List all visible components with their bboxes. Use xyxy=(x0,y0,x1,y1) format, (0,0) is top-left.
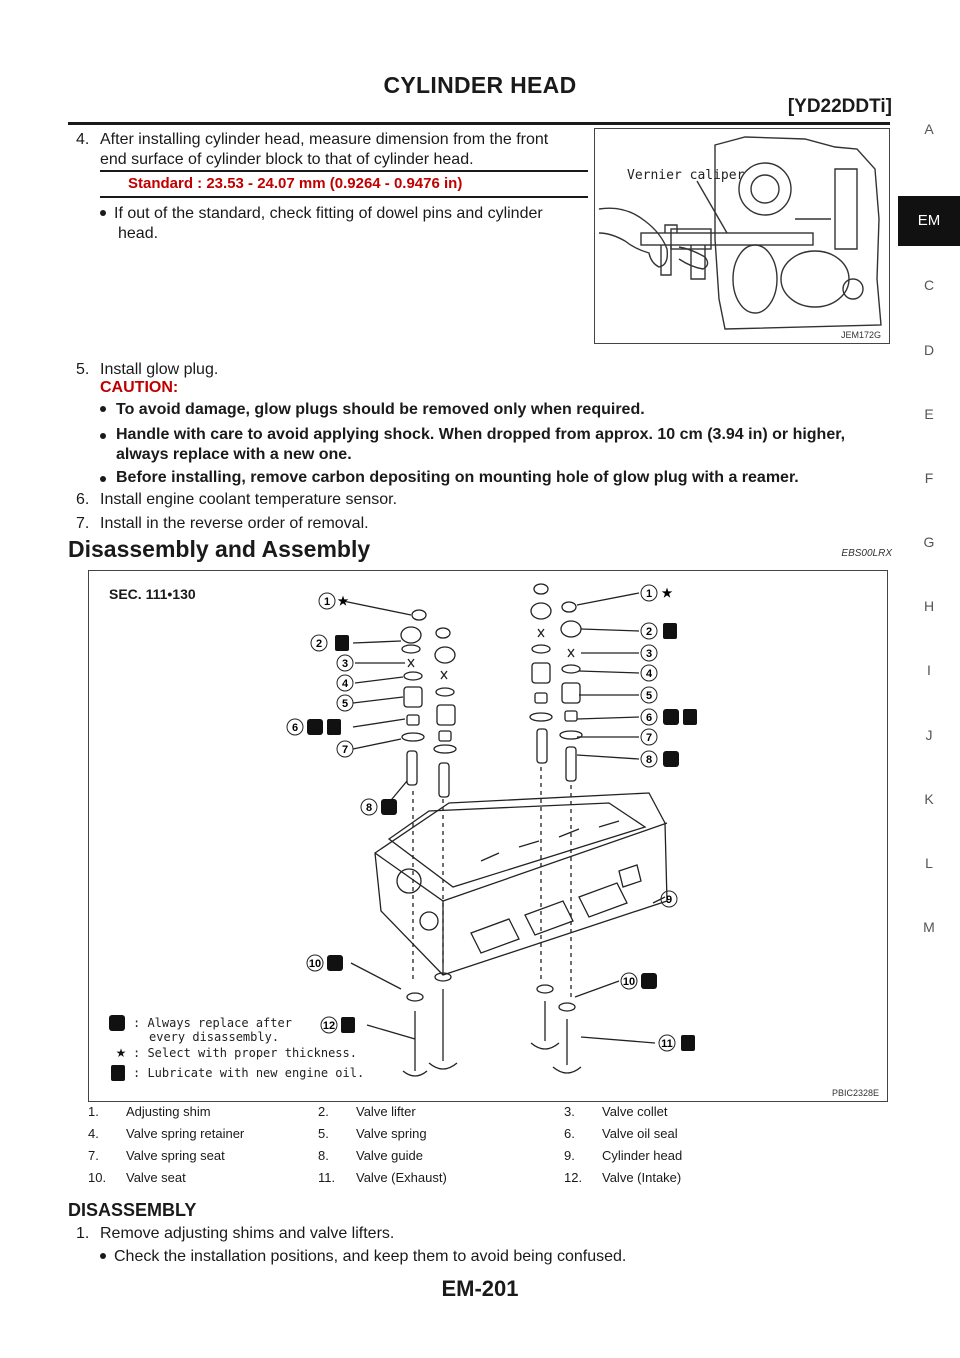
dis-step-1-number: 1. xyxy=(76,1225,90,1242)
svg-text:★: ★ xyxy=(661,586,673,600)
table-cell: 7. Valve spring seat xyxy=(88,1148,225,1163)
disassembly-heading: DISASSEMBLY xyxy=(68,1200,197,1220)
tab-c[interactable]: C xyxy=(923,277,935,293)
section-code: EBS00LRX xyxy=(841,548,892,559)
table-cell: 4. Valve spring retainer xyxy=(88,1126,245,1141)
cylinder-head-exploded-figure xyxy=(88,570,888,1102)
oil-icon xyxy=(681,1035,695,1051)
tab-d[interactable]: D xyxy=(923,342,935,358)
callout-10-right: 10 xyxy=(622,976,636,988)
table-cell: 1. Adjusting shim xyxy=(88,1104,211,1119)
standard-spec: Standard : 23.53 - 24.07 mm (0.9264 - 0.9476 in) xyxy=(100,170,588,198)
page-number: EM-201 xyxy=(441,1276,519,1301)
caliper-label: Vernier caliper xyxy=(627,168,745,183)
step-4-line1: After installing cylinder head, measure dimension from the front xyxy=(100,131,549,148)
table-cell: 10. Valve seat xyxy=(88,1170,186,1185)
step-4-bullet xyxy=(100,204,543,224)
table-cell: 3. Valve collet xyxy=(564,1104,668,1119)
caution-item-2-text: Handle with care to avoid applying shock. When dropped from approx. 10 cm (3.94 in) or higher, xyxy=(116,426,846,443)
step-6-text: Install engine coolant temperature sensor. xyxy=(100,491,398,508)
callout-4-right: 4 xyxy=(645,668,653,680)
dis-bullet xyxy=(100,1247,626,1267)
oil-icon xyxy=(663,623,677,639)
tab-e[interactable]: E xyxy=(924,406,934,422)
callout-8-left: 8 xyxy=(365,802,373,814)
callout-1-right: 1 xyxy=(645,588,653,600)
replace-icon xyxy=(641,973,657,989)
tab-k[interactable]: K xyxy=(924,791,934,807)
star-icon: ★ xyxy=(115,1046,127,1060)
callout-7-right: 7 xyxy=(645,732,653,744)
page-title: CYLINDER HEAD xyxy=(383,72,577,98)
table-cell: 8. Valve guide xyxy=(318,1148,423,1163)
replace-icon xyxy=(663,709,679,725)
tab-l[interactable]: L xyxy=(925,855,933,871)
oil-icon xyxy=(341,1017,355,1033)
legend-oil: : Lubricate with new engine oil. xyxy=(133,1066,365,1080)
replace-icon xyxy=(307,719,323,735)
replace-icon xyxy=(381,799,397,815)
table-row xyxy=(88,1104,888,1126)
section-tabs xyxy=(898,0,960,1358)
replace-icon xyxy=(109,1015,125,1031)
tab-g[interactable]: G xyxy=(923,534,935,550)
tab-em[interactable]: EM xyxy=(898,196,960,246)
tab-j[interactable]: J xyxy=(925,727,933,743)
caution-item-2-cont: always replace with a new one. xyxy=(116,446,352,463)
dis-bullet-text: Check the installation positions, and keep them to avoid being confused. xyxy=(114,1248,627,1265)
callout-3-left: 3 xyxy=(341,658,349,670)
table-cell: 9. Cylinder head xyxy=(564,1148,683,1163)
step-5-text: Install glow plug. xyxy=(100,361,219,378)
tab-f[interactable]: F xyxy=(924,470,934,486)
callout-6-left: 6 xyxy=(291,722,299,734)
exploded-view-illustration xyxy=(89,571,887,1101)
legend-replace-line2: every disassembly. xyxy=(149,1030,280,1044)
caution-item-1-text: To avoid damage, glow plugs should be removed only when required. xyxy=(116,401,645,418)
callout-4-left: 4 xyxy=(341,678,349,690)
callout-12: 12 xyxy=(322,1020,336,1032)
bullet-dot xyxy=(100,1253,106,1259)
caution-item-2 xyxy=(100,425,106,445)
callout-10-left: 10 xyxy=(308,958,322,970)
legend-replace-line1: : Always replace after xyxy=(133,1016,292,1030)
table-row xyxy=(88,1126,888,1148)
callout-9: 9 xyxy=(665,894,673,906)
table-cell: 2. Valve lifter xyxy=(318,1104,416,1119)
table-row xyxy=(88,1148,888,1170)
parts-list-table xyxy=(88,1104,888,1192)
callout-3-right: 3 xyxy=(645,648,653,660)
caution-item-3 xyxy=(100,468,106,488)
bullet-dot xyxy=(100,476,106,482)
step-5-number: 5. xyxy=(76,361,90,378)
callout-5-right: 5 xyxy=(645,690,653,702)
step-4-line2: end surface of cylinder block to that of cylinder head. xyxy=(100,151,474,168)
caliper-illustration xyxy=(595,129,889,343)
replace-icon xyxy=(663,751,679,767)
bullet-dot xyxy=(100,210,106,216)
table-cell: 6. Valve oil seal xyxy=(564,1126,678,1141)
callout-11: 11 xyxy=(661,1038,673,1050)
tab-a[interactable]: A xyxy=(924,121,934,137)
figure-code: JEM172G xyxy=(840,330,881,340)
oil-icon xyxy=(335,635,349,651)
engine-code: [YD22DDTi] xyxy=(787,96,892,117)
dis-step-1-text: Remove adjusting shims and valve lifters. xyxy=(100,1225,395,1242)
step-4-number: 4. xyxy=(76,131,90,148)
callout-8-right: 8 xyxy=(645,754,653,766)
oil-icon xyxy=(327,719,341,735)
figure-code: PBIC2328E xyxy=(831,1088,879,1098)
table-cell: 5. Valve spring xyxy=(318,1126,427,1141)
callout-2-left: 2 xyxy=(315,638,323,650)
step-7-number: 7. xyxy=(76,515,90,532)
callout-7-left: 7 xyxy=(341,744,349,756)
callout-6-right: 6 xyxy=(645,712,653,724)
header-rule xyxy=(68,122,890,125)
callout-5-left: 5 xyxy=(341,698,349,710)
callout-1-left: 1 xyxy=(323,596,331,608)
bullet-dot xyxy=(100,406,106,412)
oil-icon xyxy=(111,1065,125,1081)
bullet-text: If out of the standard, check fitting of dowel pins and cylinder xyxy=(114,205,543,222)
svg-text:★: ★ xyxy=(337,594,349,608)
step-7-text: Install in the reverse order of removal. xyxy=(100,515,369,532)
table-cell: 12. Valve (Intake) xyxy=(564,1170,682,1185)
vernier-caliper-figure xyxy=(594,128,890,344)
section-ref: SEC. 111•130 xyxy=(109,586,196,602)
legend-star: : Select with proper thickness. xyxy=(133,1046,357,1060)
oil-icon xyxy=(683,709,697,725)
caution-label: CAUTION: xyxy=(100,379,179,396)
callout-2-right: 2 xyxy=(645,626,653,638)
caution-item-3-text: Before installing, remove carbon depositing on mounting hole of glow plug with a reamer. xyxy=(116,469,799,486)
step-6-number: 6. xyxy=(76,491,90,508)
section-heading: Disassembly and Assembly xyxy=(68,536,371,562)
table-row xyxy=(88,1170,888,1192)
step-4-bullet-cont: head. xyxy=(118,225,159,242)
tab-h[interactable]: H xyxy=(923,598,935,614)
bullet-dot xyxy=(100,433,106,439)
table-cell: 11. Valve (Exhaust) xyxy=(318,1170,447,1185)
tab-m[interactable]: M xyxy=(923,919,935,935)
tab-i[interactable]: I xyxy=(927,662,931,678)
replace-icon xyxy=(327,955,343,971)
